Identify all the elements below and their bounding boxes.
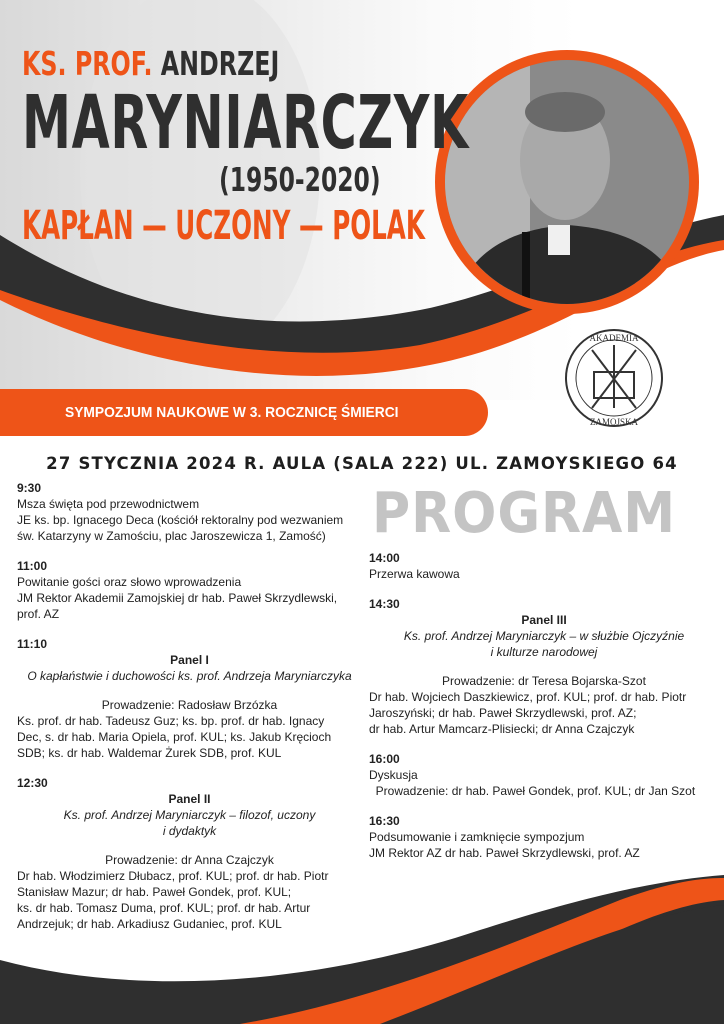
panel-subtitle: Ks. prof. Andrzej Maryniarczyk – filozof, uczony — [63, 808, 316, 822]
program-time: 16:00 — [369, 752, 400, 766]
program-line: Dr hab. Włodzimierz Dłubacz, prof. KUL; prof. dr hab. Piotr — [17, 869, 329, 883]
program-left-column — [17, 480, 362, 946]
title-line-1 — [22, 46, 279, 82]
program-line: Powitanie gości oraz słowo wprowadzenia — [17, 575, 242, 589]
program-item — [369, 751, 719, 799]
program-line: SDB; ks. dr hab. Waldemar Żurek SDB, prof. KUL — [17, 746, 282, 760]
program-line: Dec, s. dr hab. Maria Opiela, prof. KUL; ks. Jakub Kręcioch — [17, 730, 332, 744]
panel-title: Panel III — [521, 613, 567, 627]
panel-title: Panel I — [170, 653, 209, 667]
program-line: dr hab. Artur Mamcarz-Plisiecki; dr Anna Czajczyk — [369, 722, 635, 736]
program-line: św. Katarzyny w Zamościu, plac Jaroszewicza 1, Zamość) — [17, 529, 326, 543]
program-line: JM Rektor AZ dr hab. Paweł Skrzydlewski, prof. AZ — [369, 846, 640, 860]
program-item — [369, 596, 719, 737]
program-line: JE ks. bp. Ignacego Deca (kościół rektoralny pod wezwaniem — [17, 513, 344, 527]
program-line: prof. AZ — [17, 607, 60, 621]
panel-subtitle: O kapłaństwie i duchowości ks. prof. Andrzeja Maryniarczyka — [27, 669, 352, 683]
banner-text: SYMPOZJUM NAUKOWE W 3. ROCZNICĘ ŚMIERCI — [65, 404, 399, 421]
program-line: Dr hab. Wojciech Daszkiewicz, prof. KUL; prof. dr hab. Piotr — [369, 690, 687, 704]
panel-moderator: Prowadzenie: dr Anna Czajczyk — [105, 853, 274, 867]
panel-moderator: Prowadzenie: Radosław Brzózka — [101, 698, 278, 712]
program-item — [369, 550, 719, 582]
program-line: Podsumowanie i zamknięcie sympozjum — [369, 830, 585, 844]
program-line: Stanisław Mazur; dr hab. Paweł Gondek, prof. KUL; — [17, 885, 292, 899]
program-line: JM Rektor Akademii Zamojskiej dr hab. Paweł Skrzydlewski, — [17, 591, 338, 605]
program-item — [17, 775, 362, 932]
program-time: 9:30 — [17, 481, 42, 495]
program-time: 11:10 — [17, 637, 48, 651]
tagline: KAPŁAN — UCZONY — POLAK — [22, 203, 425, 249]
program-line: Przerwa kawowa — [369, 567, 460, 581]
panel-title: Panel II — [168, 792, 211, 806]
panel-subtitle: i kulturze narodowej — [490, 645, 598, 659]
date-venue: 27 STYCZNIA 2024 R. AULA (SALA 222) UL. ZAMOYSKIEGO 64 — [46, 454, 678, 473]
program-line: ks. dr hab. Tomasz Duma, prof. KUL; prof. dr hab. Artur — [17, 901, 311, 915]
program-item — [17, 558, 362, 622]
program-item — [369, 813, 719, 861]
program-line: Dyskusja — [369, 768, 418, 782]
years: (1950-2020) — [219, 160, 381, 199]
program-line: Prowadzenie: dr hab. Paweł Gondek, prof. KUL; dr Jan Szot — [369, 784, 696, 798]
panel-subtitle: Ks. prof. Andrzej Maryniarczyk – w służbie Ojczyźnie — [403, 629, 685, 643]
first-name: ANDRZEJ — [160, 44, 280, 83]
portrait-photo — [435, 50, 700, 320]
program-time: 14:00 — [369, 551, 400, 565]
surname: MARYNIARCZYK — [22, 80, 469, 166]
program-item — [17, 636, 362, 761]
program-time: 14:30 — [369, 597, 400, 611]
program-time: 16:30 — [369, 814, 400, 828]
program-line: Msza święta pod przewodnictwem — [17, 497, 200, 511]
panel-moderator: Prowadzenie: dr Teresa Bojarska-Szot — [442, 674, 646, 688]
program-item — [17, 480, 362, 544]
symposium-banner — [0, 389, 488, 436]
panel-subtitle: i dydaktyk — [162, 824, 217, 838]
program-line: Jaroszyński; dr hab. Paweł Skrzydlewski, prof. AZ; — [369, 706, 637, 720]
program-right-column — [369, 550, 719, 875]
program-title: PROGRAM — [372, 481, 677, 546]
title-prefix: KS. PROF. — [22, 44, 153, 83]
program-time: 12:30 — [17, 776, 48, 790]
program-line: Ks. prof. dr hab. Tadeusz Guz; ks. bp. prof. dr hab. Ignacy — [17, 714, 325, 728]
logo-top-text: AKADEMIA — [589, 333, 639, 343]
logo-bottom-text: ZAMOJSKA — [589, 417, 639, 427]
program-line: Andrzejuk; dr hab. Arkadiusz Gudaniec, prof. KUL — [17, 917, 282, 931]
program-time: 11:00 — [17, 559, 48, 573]
akademia-zamojska-logo — [566, 330, 662, 427]
